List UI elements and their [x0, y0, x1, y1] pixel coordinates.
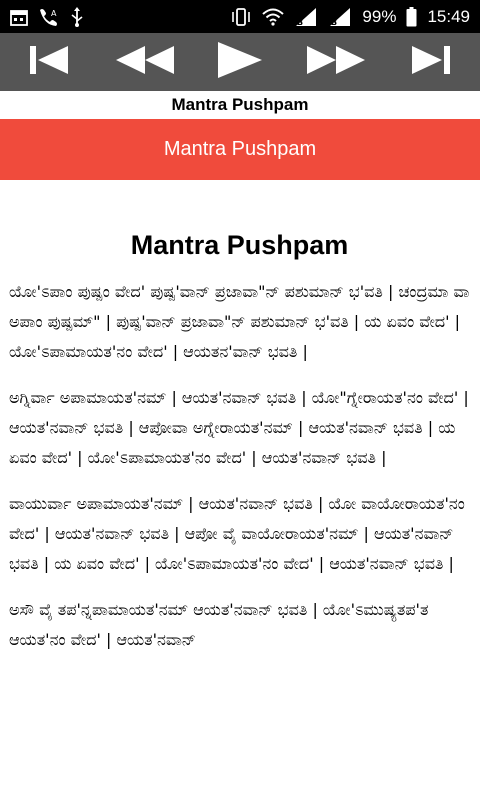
fast-forward-icon — [303, 43, 369, 81]
missed-call-icon — [38, 7, 60, 27]
vibrate-icon — [230, 7, 252, 27]
mantra-paragraph: ಅಸೌ ವೈ ತಪ'ನ್ನಪಾಮಾಯತ'ನಮ್ ಆಯತ'ನವಾನ್ ಭವತಿ | ಯೋ'ಽಮುಷ್ಯತಪ'ತ ಆಯತ'ನಂ ವೇದ' | ಆಯತ'ನವಾನ್ — [9, 600, 429, 649]
status-bar — [0, 0, 480, 33]
usb-icon — [70, 7, 84, 27]
status-left — [10, 7, 84, 27]
wifi-icon — [262, 8, 284, 26]
media-controls — [0, 33, 480, 91]
rewind-icon — [112, 43, 178, 81]
page-title: Mantra Pushpam — [130, 230, 349, 260]
skip-next-button[interactable] — [396, 37, 466, 87]
fast-forward-button[interactable] — [301, 37, 371, 87]
battery-percent: 99% — [362, 6, 397, 26]
skip-previous-icon — [26, 43, 72, 81]
play-button[interactable] — [205, 37, 275, 87]
signal-icon — [328, 7, 352, 27]
mantra-paragraph: ಯೋ'ಽಪಾಂ ಪುಷ್ಪಂ ವೇದ' ಪುಷ್ಪ'ವಾನ್ ಪ್ರಜಾವಾ"ನ್ ಪಶುಮಾನ್ ಭ'ವತಿ | ಚಂದ್ರಮಾ ವಾ ಅಪಾಂ ಪುಷ್ಪಮ್" | ಪುಷ್ಪ'ವಾನ್ ಪ್ರಜಾವಾ"ನ್ ಪಶುಮಾನ್ ಭ'ವತಿ | ಯ ಏವಂ ವೇದ' | ಯೋ'ಽಪಾಮಾಯತ'ನಂ ವೇದ' | ಆಯತನ'ವಾನ್ ಭವತಿ | — [9, 282, 470, 361]
svg-text:A: A — [51, 8, 57, 18]
battery-icon — [406, 7, 417, 27]
header-title: Mantra Pushpam — [163, 138, 317, 160]
status-right — [230, 7, 470, 27]
skip-next-icon — [408, 43, 454, 81]
rewind-button[interactable] — [110, 37, 180, 87]
header-bar — [0, 119, 480, 180]
signal-icon — [294, 7, 318, 27]
content-area[interactable] — [0, 180, 480, 797]
app-title: Mantra Pushpam — [0, 91, 480, 119]
play-icon — [212, 40, 268, 84]
mantra-paragraph: ಅಗ್ನಿರ್ವಾ ಅಪಾಮಾಯತ'ನಮ್ | ಆಯತ'ನವಾನ್ ಭವತಿ | ಯೋ"ಗ್ನೇರಾಯತ'ನಂ ವೇದ' | ಆಯತ'ನವಾನ್ ಭವತಿ | ಆಪೋವಾ ಅಗ್ನೇರಾಯತ'ನಮ್ | ಆಯತ'ನವಾನ್ ಭವತಿ | ಯ ಏವಂ ವೇದ' | ಯೋ'ಽಪಾಮಾಯತ'ನಂ ವೇದ' | ಆಯತ'ನವಾನ್ ಭವತಿ | — [9, 388, 469, 467]
clock: 15:49 — [427, 6, 470, 26]
svg-text:B: B — [331, 17, 338, 27]
calendar-icon — [10, 8, 28, 26]
svg-text:B: B — [297, 17, 304, 27]
mantra-paragraph: ವಾಯುರ್ವಾ ಅಪಾಮಾಯತ'ನಮ್ | ಆಯತ'ನವಾನ್ ಭವತಿ | ಯೋ ವಾಯೋರಾಯತ'ನಂ ವೇದ' | ಆಯತ'ನವಾನ್ ಭವತಿ | ಆಪೋ ವೈ ವಾಯೋರಾಯತ'ನಮ್ | ಆಯತ'ನವಾನ್ ಭವತಿ | ಯ ಏವಂ ವೇದ' | ಯೋ'ಽಪಾಮಾಯತ'ನಂ ವೇದ' | ಆಯತ'ನವಾನ್ ಭವತಿ | — [9, 494, 465, 573]
skip-previous-button[interactable] — [14, 37, 84, 87]
